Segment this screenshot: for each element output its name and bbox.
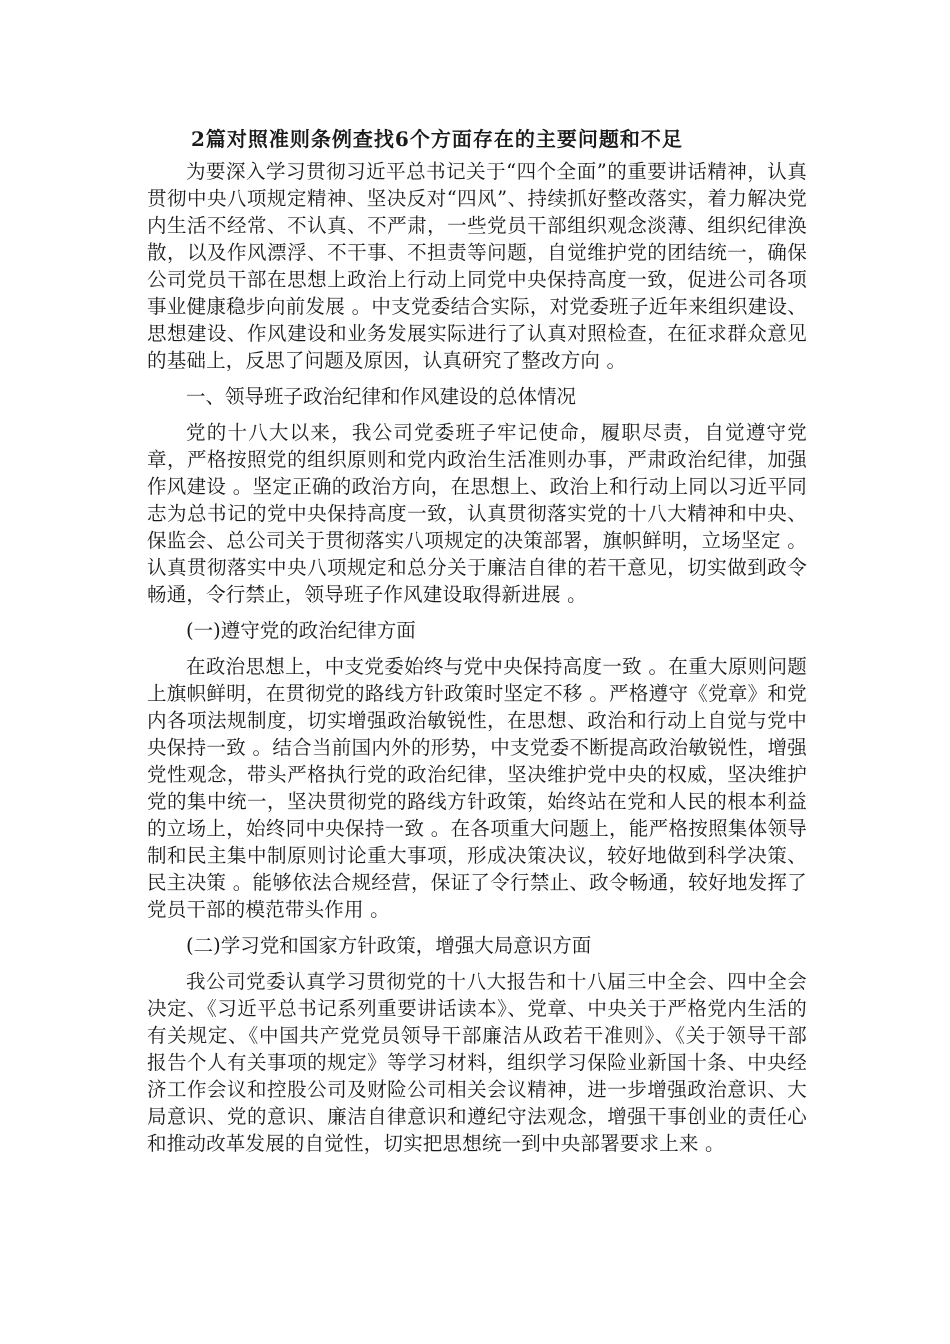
document-body [147,124,807,1166]
subsection-heading-1: (一)遵守党的政治纪律方面 [186,619,416,642]
intro-paragraph: 为要深入学习贯彻习近平总书记关于“四个全面”的重要讲话精神，认真贯彻中央八项规定精神、坚决反对“四风”、持续抓好整改落实，着力解决党内生活不经常、不认真、不严肃，一些党员干部组织观念淡薄、组织纪律涣散，以及作风漂浮、不干事、不担责等问题，自觉维护党的团结统一，确保公司党员干部在思想上政治上行动上同党中央保持高度一致，促进公司各项事业健康稳步向前发展 。中支党委结合实际，对党委班子近年来组织建设、思想建设、作风建设和业务发展实际进行了认真对照检查，在征求群众意见的基础上，反思了问题及原因，认真研究了整改方向 。 [147,160,807,372]
subsection-1-paragraph: 在政治思想上，中支党委始终与党中央保持高度一致 。在重大原则问题上旗帜鲜明，在贯彻党的路线方针政策时坚定不移 。严格遵守《党章》和党内各项法规制度，切实增强政治敏锐性，在思想、政治和行动上自觉与党中央保持一致 。结合当前国内外的形势，中支党委不断提高政治敏锐性，增强党性观念，带头严格执行党的政治纪律，坚决维护党中央的权威，坚决维护党的集中统一，坚决贯彻党的路线方针政策，始终站在党和人民的根本利益的立场上，始终同中央保持一致 。在各项重大问题上，能严格按照集体领导制和民主集中制原则讨论重大事项，形成决策决议，较好地做到科学决策、民主决策 。能够依法合规经营，保证了令行禁止、政令畅通，较好地发挥了党员干部的模范带头作用 。 [147,655,807,921]
subsection-2-paragraph: 我公司党委认真学习贯彻党的十八大报告和十八届三中全会、四中全会决定、《习近平总书记系列重要讲话读本》、党章、中央关于严格党内生活的有关规定、《中国共产党党员领导干部廉洁从政若干准则》、《关于领导干部报告个人有关事项的规定》等学习材料，组织学习保险业新国十条、中央经济工作会议和控股公司及财险公司相关会议精神，进一步增强政治意识、大局意识、党的意识、廉洁自律意识和遵纪守法观念，增强干事创业的责任心和推动改革发展的自觉性，切实把思想统一到中央部署要求上来 。 [147,970,807,1155]
section-heading-1: 一、领导班子政治纪律和作风建设的总体情况 [186,385,577,408]
document-title: 2篇对照准则条例查找6个方面存在的主要问题和不足 [191,127,683,151]
section-1-paragraph: 党的十八大以来，我公司党委班子牢记使命，履职尽责，自觉遵守党章，严格按照党的组织原则和党内政治生活准则办事，严肃政治纪律，加强作风建设 。坚定正确的政治方向，在思想上、政治上和行动上同以习近平同志为总书记的党中央保持高度一致，认真贯彻落实党的十八大精神和中央、保监会、总公司关于贯彻落实八项规定的决策部署，旗帜鲜明，立场坚定 。认真贯彻落实中央八项规定和总分关于廉洁自律的若干意见，切实做到政令畅通，令行禁止，领导班子作风建设取得新进展 。 [147,421,807,606]
subsection-heading-2: (二)学习党和国家方针政策，增强大局意识方面 [186,934,592,957]
